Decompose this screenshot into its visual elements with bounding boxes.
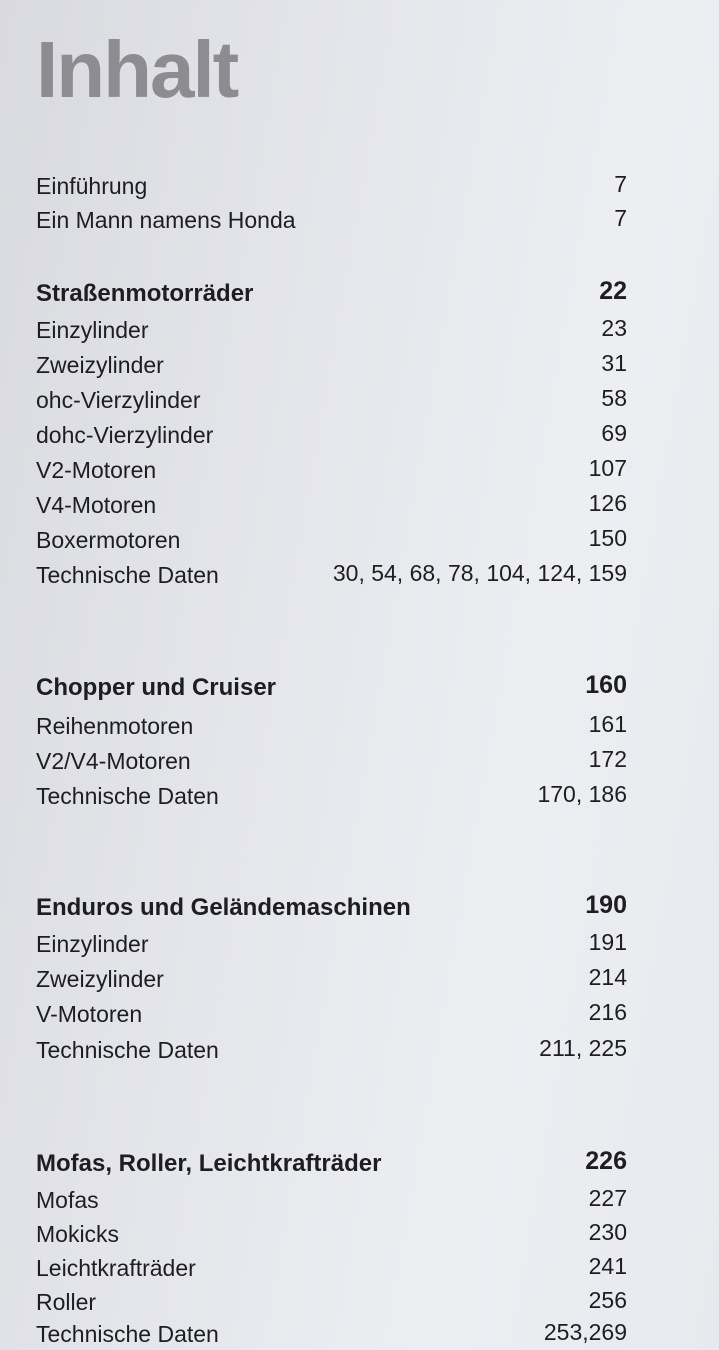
toc-entry — [36, 704, 627, 738]
toc-entry — [36, 343, 627, 377]
toc-section-title: Chopper und Cruiser — [36, 674, 277, 701]
toc-entry — [36, 448, 627, 482]
toc-entry — [36, 1178, 627, 1212]
toc-entry-page: 30, 54, 68, 78, 104, 124, 159 — [332, 560, 627, 586]
toc-entry-page: 211, 225 — [539, 1035, 627, 1061]
toc-entry-page: 126 — [588, 490, 627, 516]
toc-entry — [36, 1212, 627, 1246]
toc-entry-page: 256 — [588, 1287, 627, 1313]
toc-section-heading — [36, 666, 627, 700]
toc-entry-label: Technische Daten — [36, 1037, 219, 1063]
toc-entry-label: Technische Daten — [36, 562, 219, 588]
toc-entry-label: V2/V4-Motoren — [36, 748, 191, 774]
toc-entry — [36, 739, 627, 773]
toc-entry-page: 161 — [588, 711, 627, 737]
toc-entry — [36, 483, 627, 517]
toc-section-title: Enduros und Geländemaschinen — [36, 894, 411, 921]
toc-entry-label: Technische Daten — [36, 1321, 219, 1347]
toc-entry-label: Einführung — [36, 173, 148, 199]
toc-entry — [36, 1280, 627, 1314]
toc-entry-page: 216 — [588, 999, 627, 1025]
toc-entry-label: Mokicks — [36, 1221, 120, 1247]
toc-section-page: 226 — [585, 1147, 627, 1175]
toc-entry — [36, 992, 627, 1026]
toc-entry-label: Einzylinder — [36, 931, 149, 957]
toc-entry-label: Roller — [36, 1289, 97, 1315]
toc-entry-page: 191 — [588, 929, 627, 955]
toc-entry — [36, 1246, 627, 1280]
toc-entry-page: 150 — [588, 525, 627, 551]
toc-entry-label: Technische Daten — [36, 783, 219, 809]
toc-section-title: Straßenmotorräder — [36, 280, 254, 307]
toc-entry-page: 7 — [614, 171, 627, 197]
toc-entry-label: dohc-Vierzylinder — [36, 422, 214, 448]
toc-entry — [36, 553, 627, 587]
toc-entry — [36, 957, 627, 991]
toc-section-page: 160 — [585, 671, 627, 699]
toc-entry-label: V2-Motoren — [36, 457, 157, 483]
toc-entry-page: 227 — [588, 1185, 627, 1211]
toc-entry-page: 31 — [601, 350, 627, 376]
toc-entry-label: V-Motoren — [36, 1001, 143, 1027]
toc-entry-label: V4-Motoren — [36, 492, 157, 518]
toc-entry — [36, 1028, 627, 1062]
toc-entry-label: Mofas — [36, 1187, 99, 1213]
toc-section-page: 22 — [599, 277, 627, 305]
toc-entry — [36, 1312, 627, 1346]
toc-section-heading — [36, 886, 627, 920]
toc-entry-page: 170, 186 — [537, 781, 627, 807]
toc-entry-label: ohc-Vierzylinder — [36, 387, 201, 413]
toc-entry-label: Reihenmotoren — [36, 713, 194, 739]
toc-entry — [36, 518, 627, 552]
toc-entry-page: 230 — [588, 1219, 627, 1245]
toc-entry — [36, 413, 627, 447]
toc-entry-page: 23 — [601, 315, 627, 341]
toc-entry-label: Zweizylinder — [36, 966, 164, 992]
toc-entry — [36, 378, 627, 412]
toc-entry-page: 253,269 — [543, 1319, 627, 1345]
toc-section-page: 190 — [585, 891, 627, 919]
toc-entry-page: 214 — [588, 964, 627, 990]
toc-entry-page: 107 — [588, 455, 627, 481]
toc-entry-page: 58 — [601, 385, 627, 411]
toc-entry-page: 7 — [614, 205, 627, 231]
toc-entry — [36, 308, 627, 342]
toc-entry-label: Zweizylinder — [36, 352, 164, 378]
toc-entry-page: 69 — [601, 420, 627, 446]
toc-entry — [36, 164, 627, 198]
toc-entry-page: 241 — [588, 1253, 627, 1279]
toc-entry — [36, 774, 627, 808]
toc-entry — [36, 198, 627, 232]
toc-section-title: Mofas, Roller, Leichtkrafträder — [36, 1150, 382, 1177]
toc-entry-label: Einzylinder — [36, 317, 149, 343]
toc-entry-label: Ein Mann namens Honda — [36, 207, 296, 233]
toc-section-heading — [36, 272, 627, 306]
toc-entry-page: 172 — [588, 746, 627, 772]
toc-section-heading — [36, 1142, 627, 1176]
toc-entry — [36, 922, 627, 956]
toc-entry-label: Boxermotoren — [36, 527, 181, 553]
toc-entry-label: Leichtkrafträder — [36, 1255, 196, 1281]
page-title: Inhalt — [36, 25, 238, 114]
